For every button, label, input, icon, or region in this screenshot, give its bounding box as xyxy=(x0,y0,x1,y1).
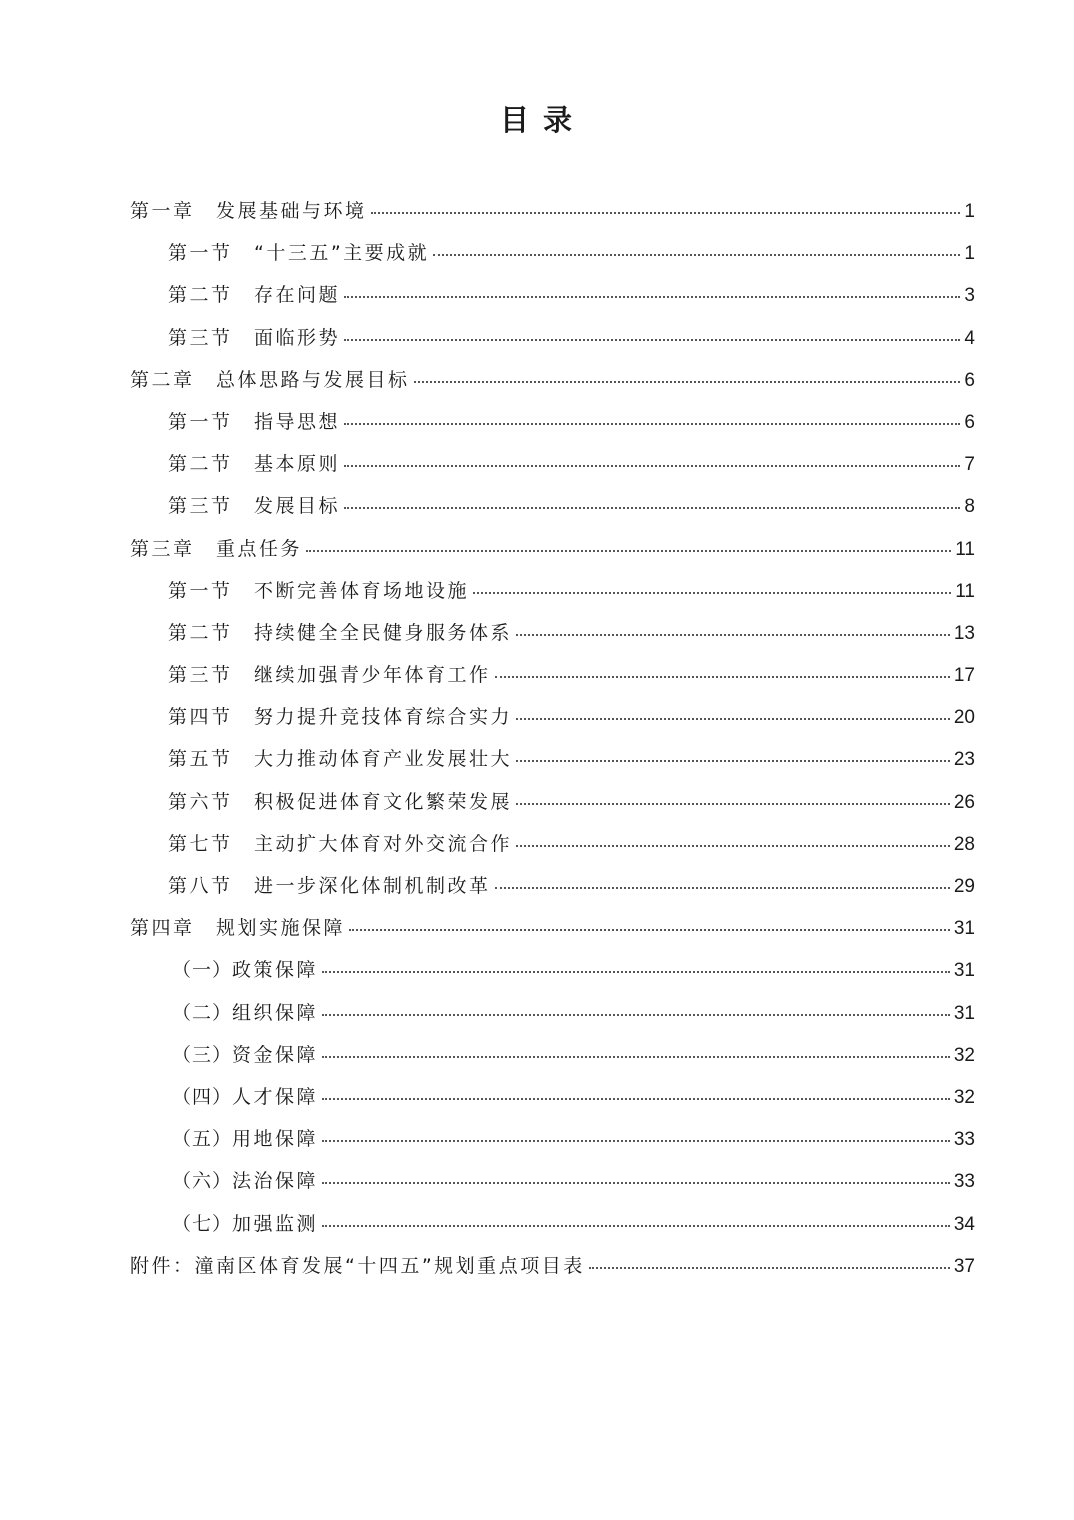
dot-leader xyxy=(322,1056,950,1058)
toc-entry-text: 存在问题 xyxy=(254,284,341,307)
toc-entry-page-number: 29 xyxy=(953,876,975,897)
toc-entry-page-number: 33 xyxy=(953,1129,975,1151)
toc-entry[interactable] xyxy=(130,534,975,576)
toc-entry-label xyxy=(130,365,410,392)
toc-entry[interactable] xyxy=(130,449,975,491)
toc-entry-label xyxy=(168,829,512,856)
toc-entry-label xyxy=(168,871,491,898)
toc-entry-text: 指导思想 xyxy=(254,410,341,433)
toc-entry-text: 不断完善体育场地设施 xyxy=(254,579,470,602)
toc-entry-page-number: 28 xyxy=(953,833,975,855)
toc-entry-number: 第二节 xyxy=(168,284,233,307)
dot-leader xyxy=(516,803,950,805)
dot-leader xyxy=(473,592,951,594)
toc-entry-number: 第三章 xyxy=(130,537,195,560)
toc-entry-label xyxy=(168,449,340,476)
toc-entry[interactable] xyxy=(130,365,975,407)
toc-entry[interactable] xyxy=(130,618,975,660)
dot-leader xyxy=(322,1140,950,1142)
toc-entry[interactable] xyxy=(130,1251,975,1293)
toc-entry-text: 持续健全全民健身服务体系 xyxy=(254,621,513,644)
toc-entry[interactable] xyxy=(130,913,975,955)
toc-entry-label xyxy=(168,660,491,687)
toc-entry-label xyxy=(172,1209,318,1236)
toc-entry-text: “十三五”主要成就 xyxy=(254,242,430,265)
toc-entry-text: 法治保障 xyxy=(232,1170,319,1193)
toc-entry-page-number: 31 xyxy=(953,1002,975,1024)
toc-entry-page-number: 31 xyxy=(953,960,975,982)
toc-title: 目 录 xyxy=(499,103,575,137)
toc-entry-label xyxy=(168,491,340,518)
toc-entry-text: 政策保障 xyxy=(232,959,319,982)
toc-entry-page-number: 3 xyxy=(964,285,975,307)
toc-entry[interactable] xyxy=(130,1124,975,1166)
dot-leader xyxy=(344,465,960,467)
dot-leader xyxy=(495,676,950,678)
toc-entry-label xyxy=(168,576,469,603)
dot-leader xyxy=(322,1098,950,1100)
toc-entry-label xyxy=(168,787,512,814)
toc-entry-page-number: 32 xyxy=(953,1044,975,1066)
dot-leader xyxy=(414,381,961,383)
toc-entry[interactable] xyxy=(130,871,975,913)
toc-entry-label xyxy=(130,913,345,940)
toc-entry-label xyxy=(168,407,340,434)
toc-entry-page-number: 33 xyxy=(953,1171,975,1193)
toc-entry-label xyxy=(172,955,318,982)
dot-leader xyxy=(516,718,950,720)
toc-entry-text: 规划实施保障 xyxy=(216,917,346,940)
toc-entry-text: 总体思路与发展目标 xyxy=(216,368,410,391)
dot-leader xyxy=(344,339,960,341)
toc-entry-number: 第二节 xyxy=(168,453,233,476)
toc-entry[interactable] xyxy=(130,1082,975,1124)
toc-entry-page-number: 8 xyxy=(964,496,975,518)
toc-entry-number: 第五节 xyxy=(168,748,233,771)
toc-entry[interactable] xyxy=(130,576,975,618)
toc-entry-text: 面临形势 xyxy=(254,326,341,349)
toc-entry-page-number: 11 xyxy=(955,580,975,602)
toc-entry-page-number: 13 xyxy=(953,622,975,644)
toc-entry-label xyxy=(172,1166,318,1193)
toc-entry-page-number: 37 xyxy=(953,1255,975,1277)
toc-entry-number: （四） xyxy=(172,1085,233,1108)
toc-entry-number: 第三节 xyxy=(168,495,233,518)
dot-leader xyxy=(495,887,950,889)
toc-entry[interactable] xyxy=(130,744,975,786)
toc-entry-label xyxy=(168,323,340,350)
toc-entry-number: （二） xyxy=(172,1001,233,1024)
table-of-contents xyxy=(130,196,975,1293)
toc-entry[interactable] xyxy=(130,998,975,1040)
dot-leader xyxy=(349,929,950,931)
dot-leader xyxy=(371,212,961,214)
dot-leader xyxy=(306,550,951,552)
toc-entry-text: 人才保障 xyxy=(232,1085,319,1108)
dot-leader xyxy=(516,760,950,762)
toc-entry-label xyxy=(172,998,318,1025)
toc-entry-number: 第八节 xyxy=(168,875,233,897)
toc-entry[interactable] xyxy=(130,1040,975,1082)
dot-leader xyxy=(322,1225,950,1227)
toc-entry-label xyxy=(130,1251,585,1278)
toc-entry-text: 重点任务 xyxy=(216,537,303,560)
toc-entry-page-number: 34 xyxy=(953,1213,975,1235)
toc-entry-number: （六） xyxy=(172,1170,233,1193)
toc-entry-label xyxy=(168,744,512,771)
toc-entry-text: 继续加强青少年体育工作 xyxy=(254,664,491,687)
toc-entry-number: （五） xyxy=(172,1128,233,1151)
toc-entry[interactable] xyxy=(130,196,975,238)
toc-entry-number: 第四章 xyxy=(130,917,195,940)
toc-entry-text: 资金保障 xyxy=(232,1043,319,1066)
toc-entry[interactable] xyxy=(130,787,975,829)
toc-entry-label xyxy=(168,618,512,645)
toc-entry-page-number: 7 xyxy=(964,454,975,476)
toc-entry-label xyxy=(130,196,367,223)
toc-entry-label xyxy=(130,534,302,561)
toc-entry-page-number: 1 xyxy=(964,243,975,265)
toc-entry[interactable] xyxy=(130,323,975,365)
toc-entry-text: 努力提升竞技体育综合实力 xyxy=(254,706,513,729)
toc-entry-page-number: 17 xyxy=(953,665,975,687)
toc-entry-label xyxy=(172,1082,318,1109)
toc-entry-text: 进一步深化体制机制改革 xyxy=(254,875,491,897)
dot-leader xyxy=(433,254,960,256)
toc-entry[interactable] xyxy=(130,407,975,449)
toc-entry-page-number: 31 xyxy=(953,918,975,940)
toc-entry-page-number: 20 xyxy=(953,707,975,729)
toc-entry[interactable] xyxy=(130,660,975,702)
toc-entry-label xyxy=(168,280,340,307)
toc-entry-text: 大力推动体育产业发展壮大 xyxy=(254,748,513,771)
toc-entry-page-number: 6 xyxy=(964,411,975,433)
toc-entry-page-number: 23 xyxy=(953,749,975,771)
toc-entry-number: 第七节 xyxy=(168,832,233,855)
toc-entry-number: 第一章 xyxy=(130,200,195,222)
toc-entry[interactable] xyxy=(130,829,975,871)
toc-entry-number: 第三节 xyxy=(168,326,233,349)
toc-entry-text: 用地保障 xyxy=(232,1128,319,1151)
toc-entry-number: 第一节 xyxy=(168,579,233,602)
toc-entry[interactable] xyxy=(130,280,975,322)
toc-entry-label xyxy=(172,1124,318,1151)
toc-entry[interactable] xyxy=(130,238,975,280)
toc-entry[interactable] xyxy=(130,702,975,744)
toc-entry-number: 第二章 xyxy=(130,368,195,391)
toc-entry-number: 第四节 xyxy=(168,706,233,729)
toc-entry-page-number: 1 xyxy=(964,201,975,222)
toc-entry-number: （七） xyxy=(172,1212,233,1235)
dot-leader xyxy=(344,423,960,425)
toc-entry-page-number: 6 xyxy=(964,369,975,391)
toc-entry-label xyxy=(168,238,429,265)
toc-entry[interactable] xyxy=(130,955,975,997)
dot-leader xyxy=(344,296,960,298)
toc-entry-number: 第一节 xyxy=(168,410,233,433)
toc-entry-number: 第六节 xyxy=(168,790,233,813)
toc-entry-text: 基本原则 xyxy=(254,453,341,476)
dot-leader xyxy=(589,1267,950,1269)
toc-entry-text: 附件：潼南区体育发展“十四五”规划重点项目表 xyxy=(130,1254,585,1277)
toc-entry-page-number: 26 xyxy=(953,791,975,813)
dot-leader xyxy=(322,1182,950,1184)
toc-entry[interactable] xyxy=(130,491,975,533)
dot-leader xyxy=(516,845,950,847)
dot-leader xyxy=(322,1014,950,1016)
toc-entry-text: 组织保障 xyxy=(232,1001,319,1024)
toc-entry-label xyxy=(172,1040,318,1067)
toc-entry-page-number: 4 xyxy=(964,327,975,349)
toc-entry-label xyxy=(168,702,512,729)
toc-entry-text: 加强监测 xyxy=(232,1212,319,1235)
toc-entry[interactable] xyxy=(130,1166,975,1208)
toc-entry-number: 第二节 xyxy=(168,621,233,644)
toc-entry-number: 第三节 xyxy=(168,664,233,687)
toc-entry-number: 第一节 xyxy=(168,242,233,265)
toc-entry-text: 发展基础与环境 xyxy=(216,200,367,222)
dot-leader xyxy=(322,971,950,973)
dot-leader xyxy=(344,507,960,509)
toc-entry-text: 积极促进体育文化繁荣发展 xyxy=(254,790,513,813)
dot-leader xyxy=(516,634,950,636)
toc-entry-page-number: 32 xyxy=(953,1086,975,1108)
toc-entry[interactable] xyxy=(130,1209,975,1251)
toc-entry-text: 发展目标 xyxy=(254,495,341,518)
toc-entry-number: （三） xyxy=(172,1043,233,1066)
toc-entry-text: 主动扩大体育对外交流合作 xyxy=(254,832,513,855)
toc-entry-number: （一） xyxy=(172,959,233,982)
toc-entry-page-number: 11 xyxy=(955,538,975,560)
